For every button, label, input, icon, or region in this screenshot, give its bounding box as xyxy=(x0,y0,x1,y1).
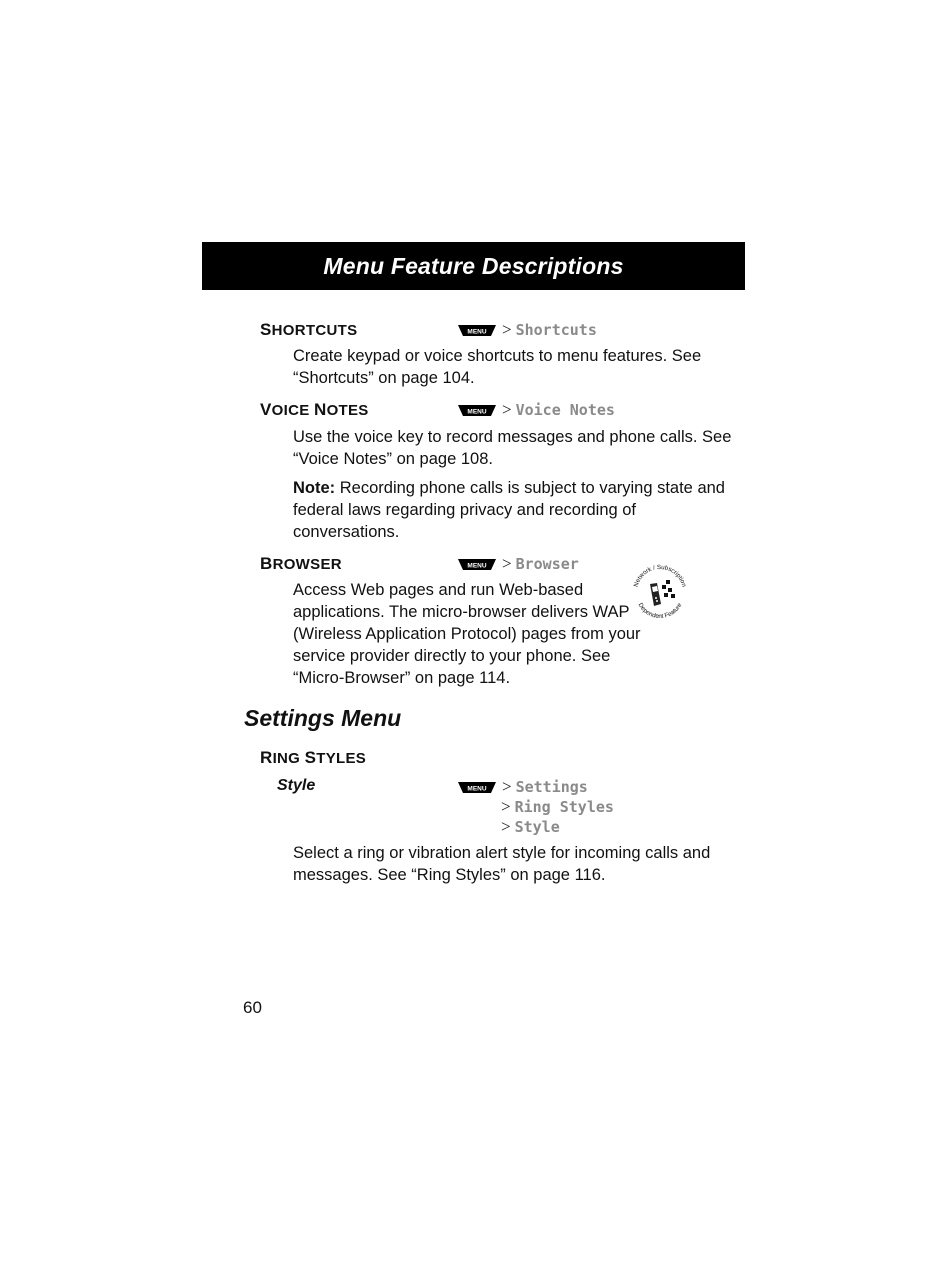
badge-text-bottom: Dependent Feature xyxy=(636,601,684,621)
browser-heading: BROWSER xyxy=(260,554,342,573)
badge-text-top: Network / Subscription xyxy=(632,563,688,588)
menu-key-icon xyxy=(458,324,496,337)
page-header-title: Menu Feature Descriptions xyxy=(323,252,624,279)
style-path-label-ring-styles: Ring Styles xyxy=(514,798,614,816)
browser-menu-path: MENU > Browser xyxy=(458,554,579,574)
page-header-bar xyxy=(202,242,745,290)
svg-text:MENU: MENU xyxy=(467,327,487,335)
ring-styles-heading: RING STYLES xyxy=(260,748,367,767)
phone-icon xyxy=(650,583,661,606)
shortcuts-description: Create keypad or voice shortcuts to menu features. See “Shortcuts” on page 104. xyxy=(293,347,702,387)
voice-notes-heading: VOICE NOTES xyxy=(260,400,369,419)
section-title-settings-menu: Settings Menu xyxy=(244,705,402,731)
style-description: Select a ring or vibration alert style for incoming calls and messages. See “Ring Styles” on page 116. xyxy=(293,844,711,884)
voice-notes-description: Use the voice key to record messages and phone calls. See “Voice Notes” on page 108. xyxy=(293,428,732,468)
browser-path-label: Browser xyxy=(515,555,579,573)
style-path-label-settings: Settings xyxy=(515,778,588,796)
voice-notes-menu-path: MENU > Voice Notes xyxy=(458,400,615,420)
shortcuts-path-label: Shortcuts xyxy=(515,321,597,339)
style-subheading: Style xyxy=(277,777,316,794)
menu-key-icon xyxy=(458,558,496,571)
browser-description: Access Web pages and run Web-based applications. The micro-browser delivers WAP (Wireless Application Protocol) pages from your service provider directly to your phone. See “Micro-Browser” on page 114. xyxy=(293,581,641,687)
svg-text:Network / Subscription xyxy=(633,564,688,588)
shortcuts-heading: SHORTCUTS xyxy=(260,320,358,339)
style-menu-path-line-2: > Ring Styles xyxy=(501,797,614,816)
svg-text:MENU: MENU xyxy=(467,561,487,569)
svg-text:MENU: MENU xyxy=(467,784,487,792)
style-menu-path-line-3: > Style xyxy=(501,817,560,836)
note-label: Note: xyxy=(293,479,336,497)
menu-key-icon xyxy=(458,404,496,417)
page-number: 60 xyxy=(243,998,262,1017)
menu-key-icon xyxy=(458,781,496,794)
voice-notes-path-label: Voice Notes xyxy=(515,401,615,419)
style-path-label-style: Style xyxy=(514,818,560,836)
svg-text:MENU: MENU xyxy=(467,407,487,415)
shortcuts-menu-path: MENU > Shortcuts xyxy=(458,320,597,340)
style-menu-path-line-1: MENU > Settings xyxy=(458,777,588,797)
network-subscription-icon xyxy=(628,558,692,622)
voice-notes-note: Note: Recording phone calls is subject to varying state and federal laws regarding privacy and recording of conversations. xyxy=(293,479,725,541)
